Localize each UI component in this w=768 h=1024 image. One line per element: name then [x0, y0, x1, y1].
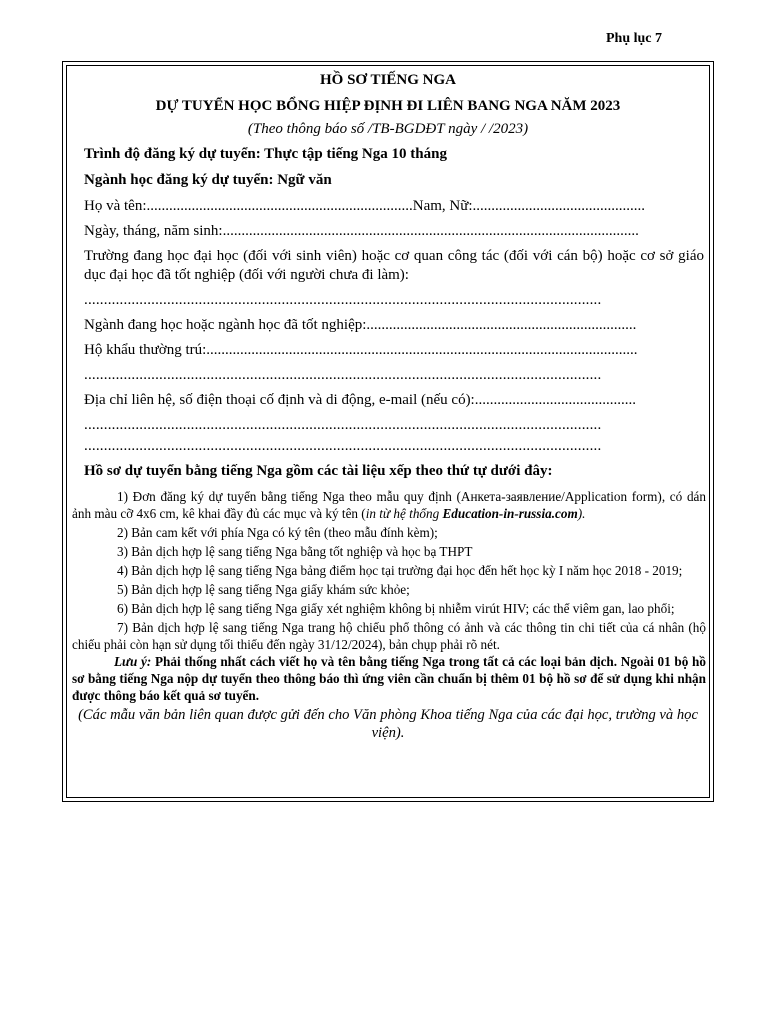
major-label: Ngành học đăng ký dự tuyển [84, 172, 269, 188]
level-row [84, 145, 706, 164]
document-item-2: 2) Bản cam kết với phía Nga có ký tên (theo mẫu đính kèm); [117, 525, 438, 540]
form-content [70, 70, 706, 742]
document-item-4: 4) Bản dịch hợp lệ sang tiếng Nga bảng điểm học tại trường đại học đến hết học kỳ I năm học 2018 - 2019; [117, 563, 683, 578]
dob-field[interactable]: Ngày, tháng, năm sinh:............................................................................................................... [84, 223, 639, 239]
name-field[interactable]: Họ và tên:.......................................................................Nam, Nữ:.............................................. [84, 198, 646, 214]
item1-italic: in từ hệ thống [365, 506, 443, 521]
contact-field[interactable]: Địa chỉ liên hệ, số điện thoại cố định và di động, e-mail (nếu có):........................................... [84, 392, 636, 408]
major-row [84, 171, 706, 190]
form-title: HỒ SƠ TIẾNG NGA [319, 72, 456, 88]
item1-text: 1) Đơn đăng ký dự tuyển bằng tiếng Nga theo mẫu quy định (Анкета-заявление/Application form), có dán ảnh màu cỡ 4x6 cm, kê khai đầy đủ các mục và ký tên ( [72, 489, 706, 521]
contact-dots-2[interactable]: ................................................................................................................................... [84, 438, 602, 454]
level-label: Trình độ đăng ký dự tuyển [84, 146, 256, 162]
document-item-1 [72, 488, 706, 522]
footer-note: (Các mẫu văn bản liên quan được gửi đến cho Văn phòng Khoa tiếng Nga của các đại học, trường và học viện). [78, 707, 698, 741]
document-item-7: 7) Bản dịch hợp lệ sang tiếng Nga trang hộ chiếu phổ thông có ảnh và các thông tin chi tiết của cá nhân (hộ chiếu phải còn hạn sử dụng tối thiểu đến ngày 31/12/2024), bản chụp phải rõ nét. [72, 620, 706, 652]
school-dots[interactable]: ................................................................................................................................... [84, 292, 602, 308]
school-field: Trường đang học đại học (đối với sinh viên) hoặc cơ quan công tác (đối với cán bộ) hoặc cơ sở giáo dục đại học đã tốt nghiệp (đối với người chưa đi làm): [84, 248, 704, 283]
level-value: : Thực tập tiếng Nga 10 tháng [255, 146, 447, 162]
current-major-field[interactable]: Ngành đang học hoặc ngành học đã tốt nghiệp:........................................................................ [84, 317, 637, 333]
reference-line: (Theo thông báo số /TB-BGDĐT ngày / /2023) [247, 121, 529, 137]
major-value: : Ngữ văn [268, 172, 332, 188]
item1-bold: Education-in-russia.com [442, 506, 578, 521]
document-item-6: 6) Bản dịch hợp lệ sang tiếng Nga giấy xét nghiệm không bị nhiễm virút HIV; các thể viêm gan, lao phổi; [117, 601, 675, 616]
documents-heading: Hồ sơ dự tuyển bằng tiếng Nga gồm các tài liệu xếp theo thứ tự dưới đây: [84, 463, 553, 479]
residence-dots[interactable]: ................................................................................................................................... [84, 367, 602, 383]
note-paragraph [72, 653, 706, 704]
note-label: Lưu ý: [114, 654, 152, 669]
residence-field[interactable]: Hộ khẩu thường trú:................................................................................................................... [84, 342, 638, 358]
form-subtitle: DỰ TUYỂN HỌC BỔNG HIỆP ĐỊNH ĐI LIÊN BANG NGA NĂM 2023 [155, 98, 621, 114]
document-item-5: 5) Bản dịch hợp lệ sang tiếng Nga giấy khám sức khỏe; [117, 582, 410, 597]
note-text: Phải thống nhất cách viết họ và tên bằng tiếng Nga trong tất cả các loại bản dịch. Ngoài 01 bộ hồ sơ bằng tiếng Nga nộp dự tuyển theo thông báo thì ứng viên cần chuẩn bị thêm 01 bộ hồ sơ để sử dụng khi nhận được thông báo kết quả sơ tuyển. [72, 654, 706, 703]
item1-end: ). [577, 506, 586, 521]
appendix-label: Phụ lục 7 [606, 31, 663, 46]
document-item-3: 3) Bản dịch hợp lệ sang tiếng Nga bằng tốt nghiệp và học bạ THPT [117, 544, 473, 559]
contact-dots-1[interactable]: ................................................................................................................................... [84, 417, 602, 433]
